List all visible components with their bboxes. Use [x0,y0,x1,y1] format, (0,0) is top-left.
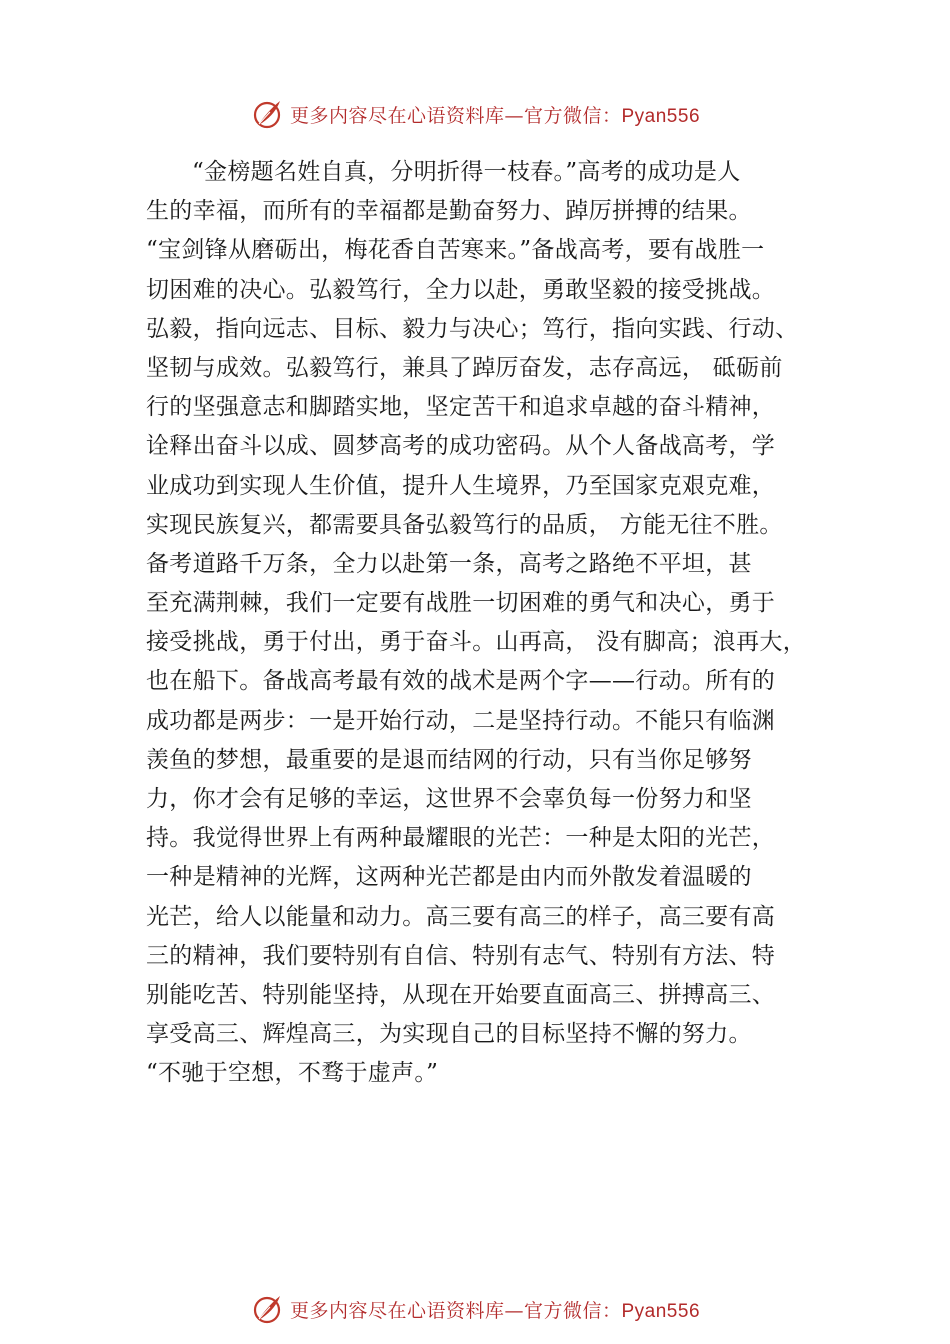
text-line: 业成功到实现人生价值，提升人生境界，乃至国家克艰克难， [146,472,776,499]
text-line: 诠释出奋斗以成、圆梦高考的成功密码。从个人备战高考，学 [146,433,776,460]
text-line: “宝剑锋从磨砺出，梅花香自苦寒来。”备战高考，要有战胜一 [146,237,765,264]
wechat-id: Pyan556 [621,105,701,127]
text-line: “不驰于空想，不骛于虚声。” [146,1060,439,1087]
text-line: 实现民族复兴，都需要具备弘毅笃行的品质， 方能无往不胜。 [146,511,783,538]
text-line: 弘毅，指向远志、目标、毅力与决心；笃行，指向实践、行动、 [146,315,799,342]
quill-logo-icon [250,97,284,131]
text-line: 别能吃苦、特别能坚持，从现在开始要直面高三、拼搏高三、 [146,981,776,1008]
text-line: 生的幸福，而所有的幸福都是勤奋努力、踔厉拼搏的结果。 [146,198,752,225]
footer-banner [0,1289,950,1329]
essay-body [146,153,818,1094]
text-line: 持。我觉得世界上有两种最耀眼的光芒：一种是太阳的光芒， [146,825,776,852]
text-line: 成功都是两步：一是开始行动，二是坚持行动。不能只有临渊 [146,707,776,734]
text-line: 行的坚强意志和脚踏实地，坚定苦干和追求卓越的奋斗精神， [146,394,776,421]
text-line: 光芒，给人以能量和动力。高三要有高三的样子，高三要有高 [146,903,776,930]
text-line: 坚韧与成效。弘毅笃行，兼具了踔厉奋发，志存高远， 砥砺前 [146,354,783,381]
text-line: 接受挑战，勇于付出，勇于奋斗。山再高， 没有脚高；浪再大， [146,629,807,656]
text-line: 三的精神，我们要特别有自信、特别有志气、特别有方法、特 [146,942,776,969]
text-line: 一种是精神的光辉，这两种光芒都是由内而外散发着温暖的 [146,864,752,891]
text-line: 羡鱼的梦想，最重要的是退而结网的行动，只有当你足够努 [146,746,752,773]
banner-text: 更多内容尽在心语资料库—官方微信：Pyan556 [289,104,701,127]
text-line: 备考道路千万条，全力以赴第一条，高考之路绝不平坦，甚 [146,550,752,577]
text-line: 享受高三、辉煌高三，为实现自己的目标坚持不懈的努力。 [146,1021,752,1048]
text-line: “金榜题名姓自真，分明折得一枝春。”高考的成功是人 [192,159,741,185]
quill-logo-icon [250,1292,284,1326]
header-banner [0,94,950,134]
banner-text: 更多内容尽在心语资料库—官方微信：Pyan556 [289,1299,701,1322]
text-line: 也在船下。备战高考最有效的战术是两个字——行动。所有的 [146,668,776,695]
text-line: 至充满荆棘，我们一定要有战胜一切困难的勇气和决心，勇于 [146,590,776,617]
text-line: 力，你才会有足够的幸运，这世界不会辜负每一份努力和坚 [146,786,752,812]
wechat-id: Pyan556 [621,1300,701,1322]
text-line: 切困难的决心。弘毅笃行，全力以赴，勇敢坚毅的接受挑战。 [146,276,776,303]
